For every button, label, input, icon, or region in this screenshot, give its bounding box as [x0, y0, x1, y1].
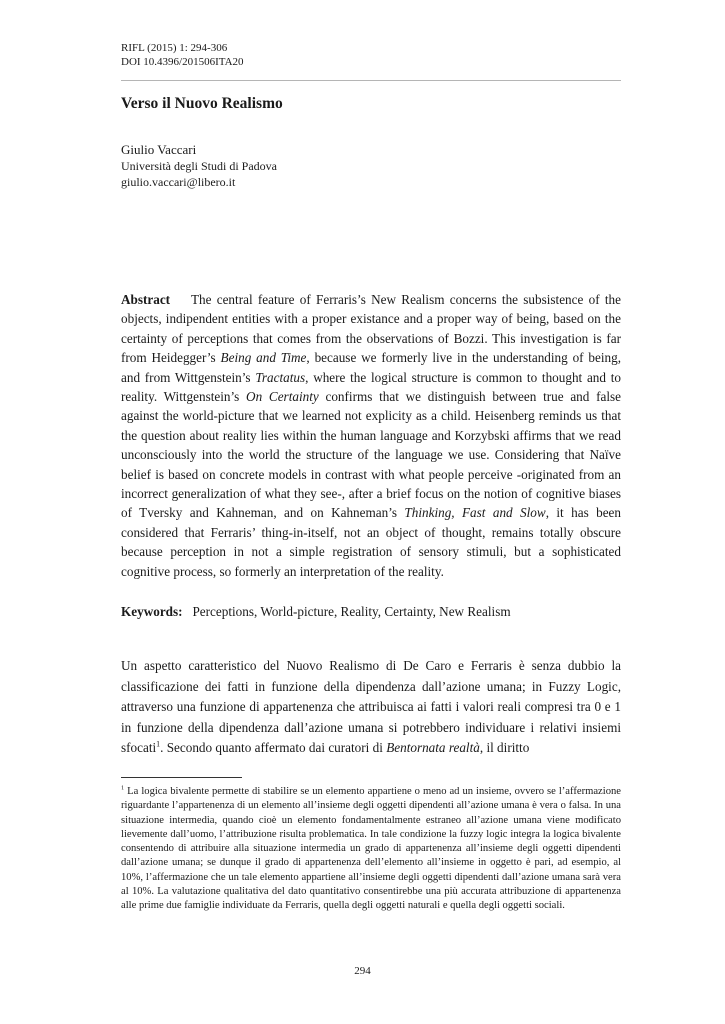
abstract-title-ref: On Certainty [246, 389, 319, 405]
footnote-rule [121, 777, 242, 778]
abstract-label: Abstract [121, 292, 171, 307]
footnote-reference[interactable]: 1 [156, 739, 161, 749]
abstract-text: confirms that we distinguish between true and false against the world-picture that we learned not explicity as a child. Heisenberg reminds us that the question about reality lies within the human language and Korzybski affirms that we read unconsciously into the world the structure of the language we use. Considering that Naïve belief is based on concrete models in contrast with what people perceive -originated from an incorrect generalization of what they see-, after a brief focus on the notion of cognitive biases of Tversky and Kahneman, and on Kahneman’s [121, 389, 622, 521]
header-rule [121, 80, 621, 81]
journal-citation [121, 41, 244, 69]
abstract-text: The central feature of Ferraris’s New Realism concerns the subsistence of the objects, indipendent entities with a proper existance and a proper way of being, based on the certainty of perceptions that comes from the observations of Bozzi. This investigation is far from Heidegger’s [121, 292, 622, 366]
abstract-text: , it has been considered that Ferraris’ thing-in-itself, not an object of thought, remains totally obscure because perception in not a simple registration of sensory stimuli, but a sophisticated cognitive process, so formerly an interpretation of the reality. [121, 505, 621, 579]
body-text: . Secondo quanto affermato dai curatori di [160, 740, 387, 756]
body-text: , il diritto [479, 740, 530, 756]
journal-reference: RIFL (2015) 1: 294-306 [121, 42, 228, 54]
page-number: 294 [354, 965, 371, 977]
abstract-title-ref: Thinking, Fast and Slow [404, 505, 546, 521]
keywords-line [121, 602, 621, 621]
footnote-number: 1 [121, 784, 125, 792]
doi: DOI 10.4396/201506ITA20 [121, 56, 244, 68]
abstract-paragraph [121, 290, 621, 581]
abstract-text: , because we formerly live in the understanding of being, and from Wittgenstein’s [121, 350, 621, 385]
footnote [121, 785, 621, 914]
article-title: Verso il Nuovo Realismo [121, 95, 283, 112]
author-affiliation: Università degli Studi di Padova [121, 159, 277, 173]
abstract-title-ref: Being and Time [220, 350, 307, 366]
abstract-text: , where the logical structure is common to thought and to reality. Wittgenstein’s [121, 369, 621, 405]
body-title-ref: Bentornata realtà [386, 740, 480, 756]
author-email: giulio.vaccari@libero.it [121, 175, 236, 189]
keywords-label: Keywords: [121, 604, 183, 619]
footnote-text: La logica bivalente permette di stabilire se un elemento appartiene o meno ad un insieme, ovvero se l’affermazione riguardante l’appartenenza di un elemento all’insieme degli oggetti dipendenti all’azione umana è vera o falsa. In una situazione intermedia, quando cioè un elemento fondamentalmente estraneo all’azione umana viene modificato lievemente dall’uomo, l’attribuzione risulta problematica. In tale condizione la fuzzy logic integra la logica bivalente consentendo di attribuire alla situazione intermedia un grado di appartenenza all’insieme degli oggetti dipendenti dall’azione umana; se dunque il grado di appartenenza dell’elemento all’insieme in oggetto è pari, ad esempio, al 10%, l’affermazione che un tale elemento appartiene all’insieme degli oggetti dipendenti dall’azione umana sarà vera al 10%. La valutazione qualitativa del dato quantitativo consentirebbe una più accurata attribuzione di appartenenza alle prime due famiglie individuate da Ferraris, quella degli oggetti naturali e quella degli oggetti sociali. [121, 786, 621, 912]
keywords-text: Perceptions, World-picture, Reality, Certainty, New Realism [192, 604, 511, 619]
body-paragraph [121, 656, 621, 759]
body-text: Un aspetto caratteristico del Nuovo Realismo di De Caro e Ferraris è senza dubbio la classificazione dei fatti in funzione della dipendenza dall’azione umana; in Fuzzy Logic, attraverso una funzione di appartenenza che attribuisca ai fatti i valori reali compresi tra 0 e 1 in funzione della dipendenza dall’azione umana si potrebbero individuare i relativi insiemi sfocati [121, 658, 621, 756]
author-block [121, 142, 277, 190]
abstract-title-ref: Tractatus [255, 369, 306, 385]
author-name: Giulio Vaccari [121, 142, 197, 157]
